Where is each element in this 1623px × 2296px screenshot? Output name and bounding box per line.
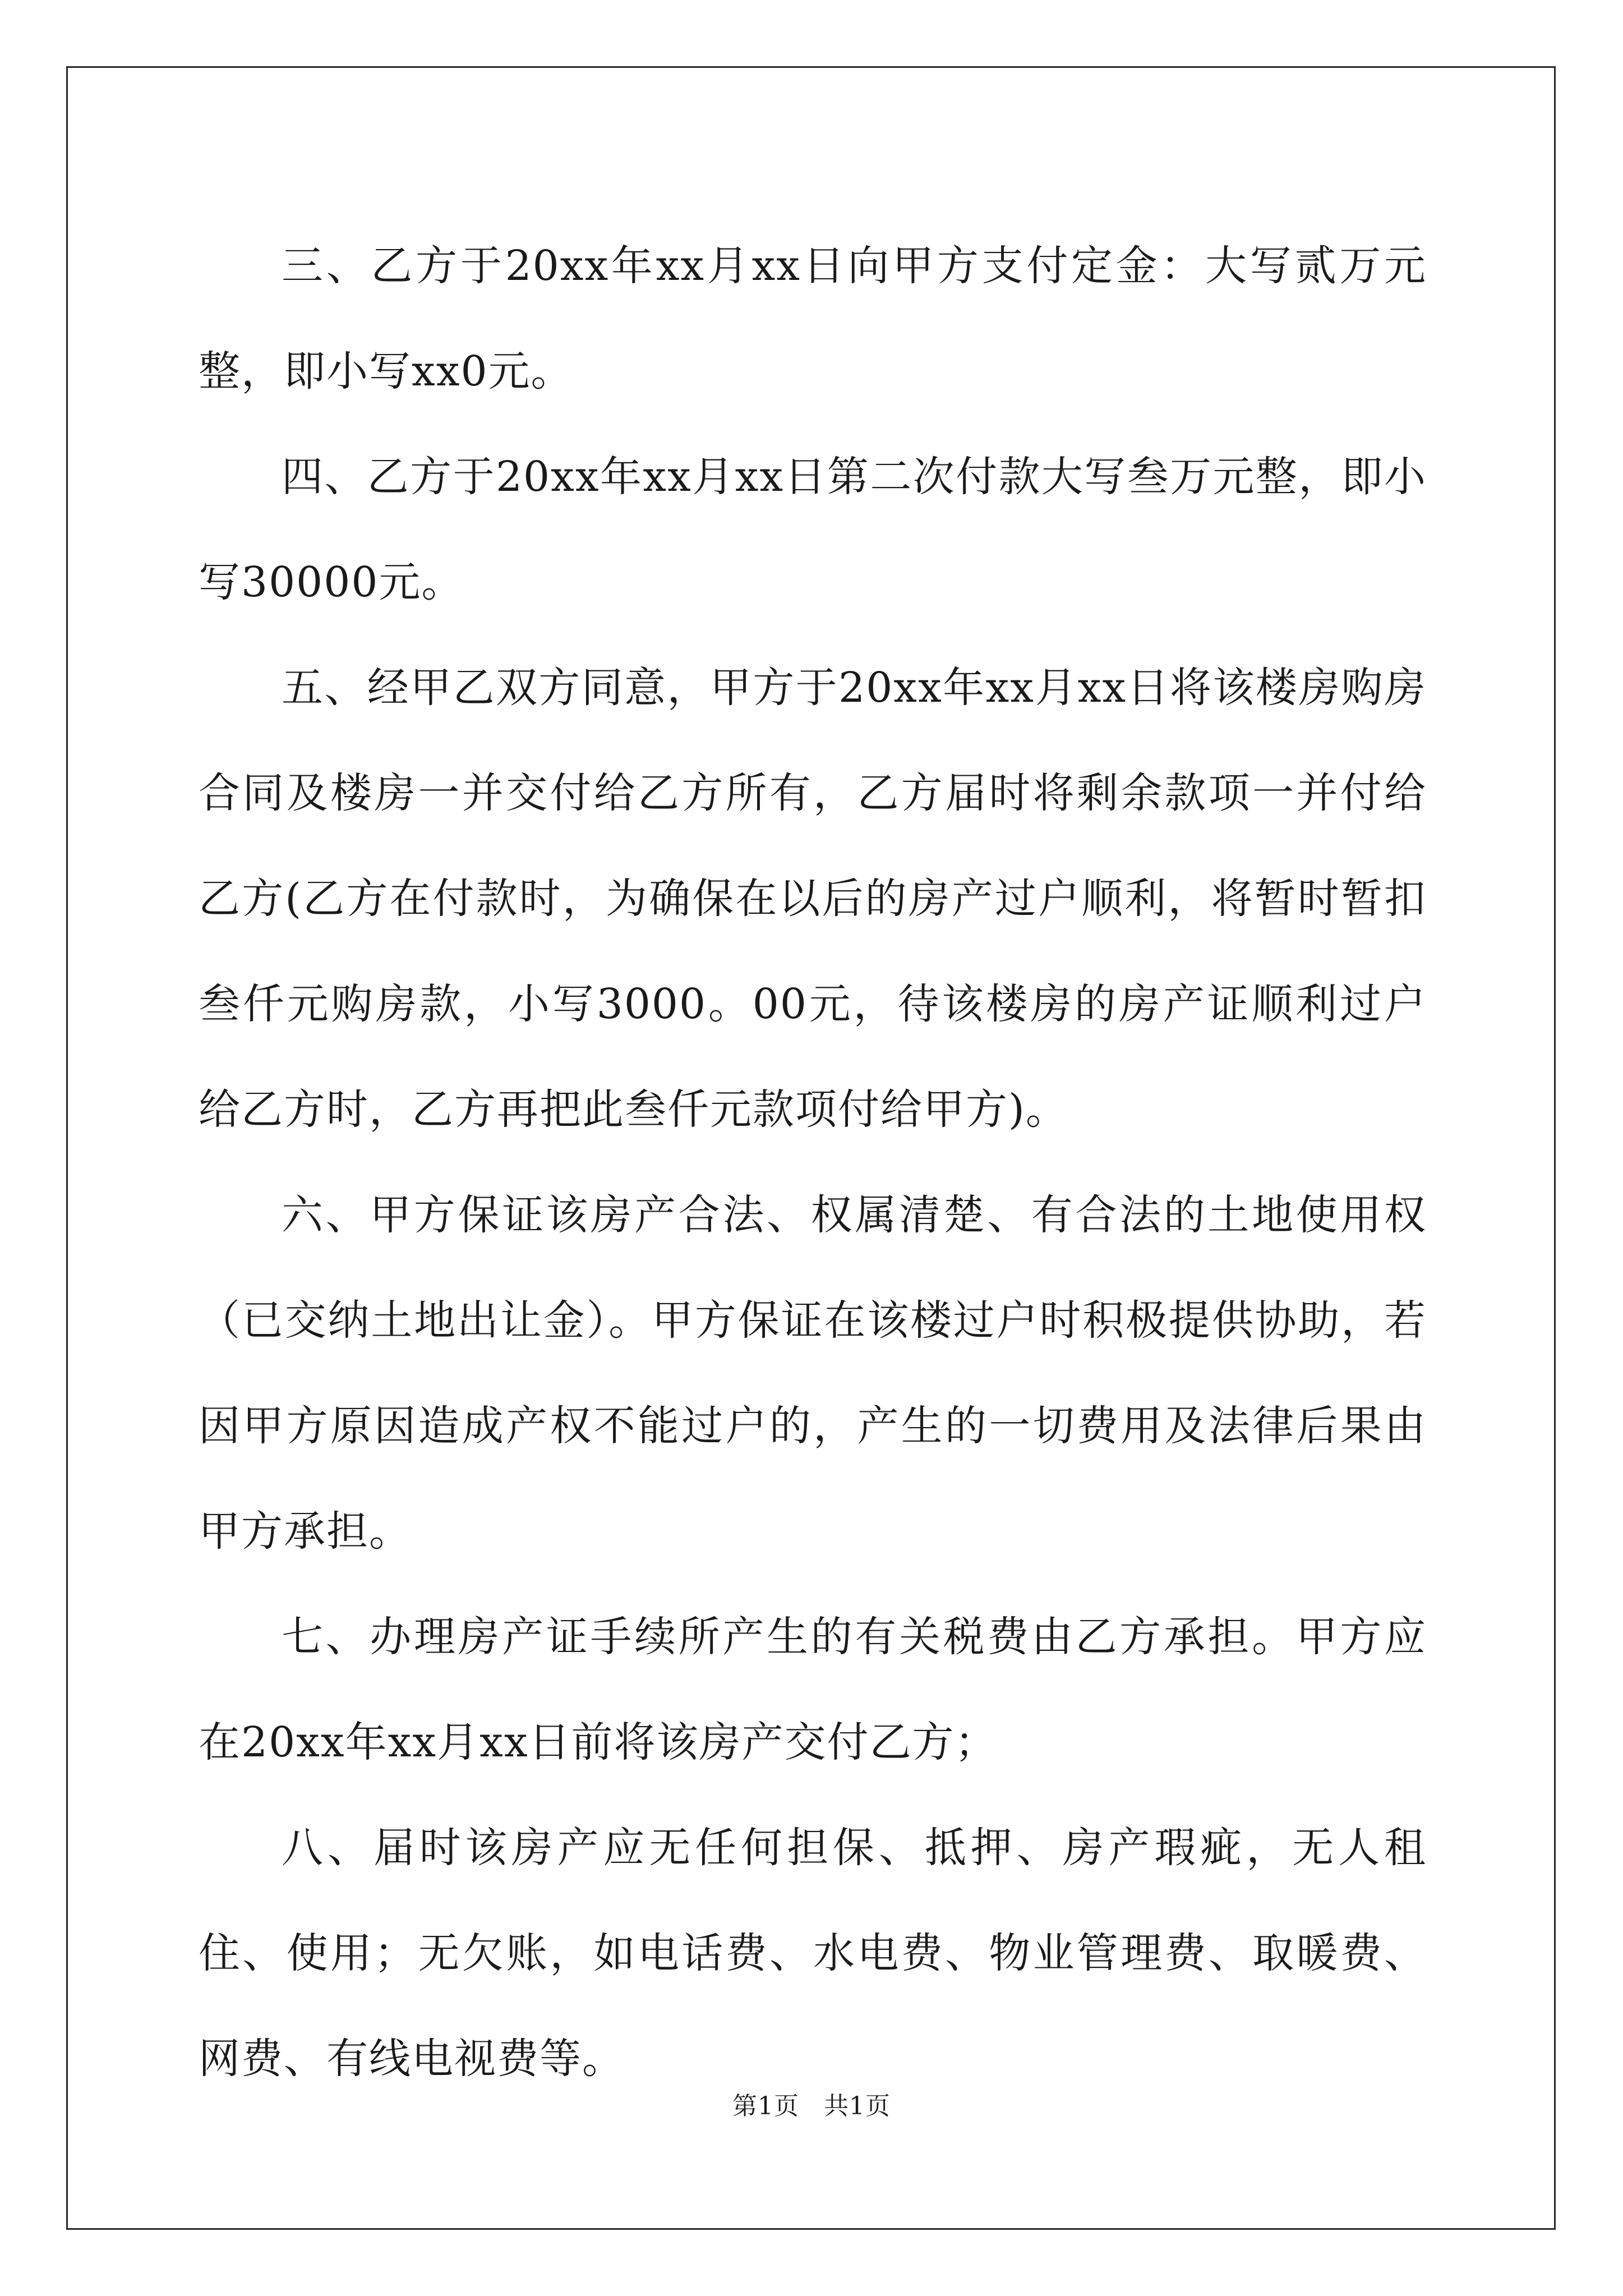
clause-6: 六、甲方保证该房产合法、权属清楚、有合法的土地使用权（已交纳土地出让金）。甲方保证在该楼过户时积极提供协助，若因甲方原因造成产权不能过户的，产生的一切费用及法律后果由甲方承担。 <box>199 1191 1427 1556</box>
clause-8: 八、届时该房产应无任何担保、抵押、房产瑕疵，无人租住、使用；无欠账，如电话费、水电费、物业管理费、取暖费、网费、有线电视费等。 <box>199 1824 1427 2083</box>
clause-5: 五、经甲乙双方同意，甲方于20xx年xx月xx日将该楼房购房合同及楼房一并交付给乙方所有，乙方届时将剩余款项一并付给乙方(乙方在付款时，为确保在以后的房产过户顺利，将暂时暂扣叁仟元购房款，小写3000。00元，待该楼房的房产证顺利过户给乙方时，乙方再把此叁仟元款项付给甲方)。 <box>199 664 1427 1134</box>
clause-3: 三、乙方于20xx年xx月xx日向甲方支付定金：大写贰万元整，即小写xx0元。 <box>199 242 1427 395</box>
clause-4: 四、乙方于20xx年xx月xx日第二次付款大写叁万元整，即小写30000元。 <box>199 453 1427 606</box>
page-footer <box>0 2086 1623 2122</box>
document-body <box>199 213 1427 2111</box>
page-total: 共1页 <box>824 2092 891 2120</box>
page-number: 第1页 <box>732 2092 799 2120</box>
clause-7: 七、办理房产证手续所产生的有关税费由乙方承担。甲方应在20xx年xx月xx日前将该房产交付乙方； <box>199 1613 1427 1766</box>
